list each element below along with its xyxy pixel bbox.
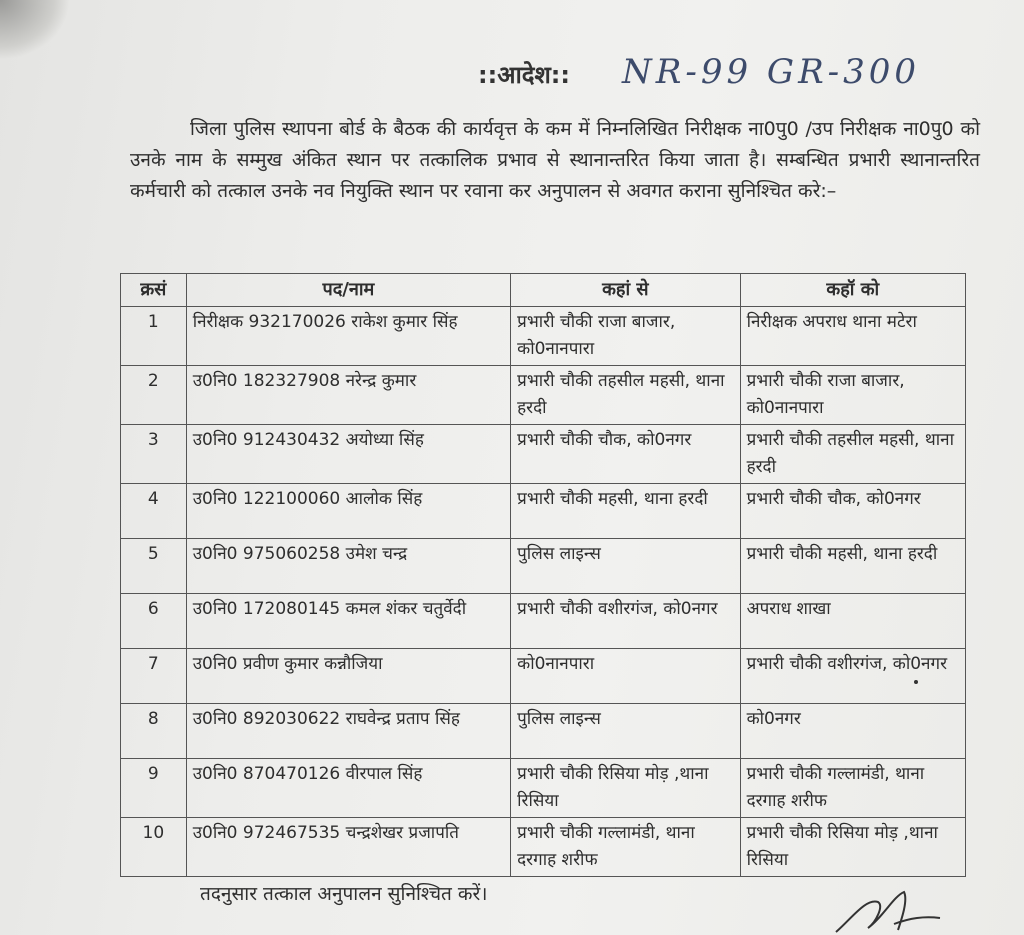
cell-from: पुलिस लाइन्स: [511, 704, 740, 759]
cell-from: प्रभारी चौकी तहसील महसी, थाना हरदी: [511, 366, 740, 425]
cell-name: उ0नि0 975060258 उमेश चन्द्र: [186, 539, 510, 594]
table-row: [121, 307, 966, 366]
cell-to: प्रभारी चौकी गल्लामंडी, थाना दरगाह शरीफ: [740, 759, 965, 818]
cell-to: निरीक्षक अपराध थाना मटेरा: [740, 307, 965, 366]
cell-to: प्रभारी चौकी राजा बाजार, को0नानपारा: [740, 366, 965, 425]
cell-from: प्रभारी चौकी गल्लामंडी, थाना दरगाह शरीफ: [511, 818, 740, 877]
table-row: [121, 594, 966, 649]
table-row: [121, 649, 966, 704]
ink-dot: [914, 680, 918, 684]
cell-from: प्रभारी चौकी राजा बाजार, को0नानपारा: [511, 307, 740, 366]
cell-name: उ0नि0 182327908 नरेन्द्र कुमार: [186, 366, 510, 425]
page-curl-shadow: [0, 0, 70, 60]
header-from: कहां से: [511, 274, 740, 307]
cell-to: प्रभारी चौकी तहसील महसी, थाना हरदी: [740, 425, 965, 484]
cell-from: प्रभारी चौकी रिसिया मोड़ ,थाना रिसिया: [511, 759, 740, 818]
header-serial: क्रसं: [121, 274, 187, 307]
table-row: [121, 818, 966, 877]
compliance-footer: तदनुसार तत्काल अनुपालन सुनिश्चित करें।: [200, 883, 488, 905]
cell-name: उ0नि0 972467535 चन्द्रशेखर प्रजापति: [186, 818, 510, 877]
cell-name: उ0नि0 892030622 राघवेन्द्र प्रताप सिंह: [186, 704, 510, 759]
cell-from: प्रभारी चौकी चौक, को0नगर: [511, 425, 740, 484]
transfer-table: [120, 273, 966, 877]
cell-serial: 1: [121, 307, 187, 366]
cell-name: उ0नि0 122100060 आलोक सिंह: [186, 484, 510, 539]
cell-from: को0नानपारा: [511, 649, 740, 704]
table-row: [121, 425, 966, 484]
cell-serial: 7: [121, 649, 187, 704]
table-row: [121, 539, 966, 594]
cell-name: उ0नि0 870470126 वीरपाल सिंह: [186, 759, 510, 818]
cell-serial: 9: [121, 759, 187, 818]
table-row: [121, 759, 966, 818]
table-row: [121, 704, 966, 759]
cell-from: पुलिस लाइन्स: [511, 539, 740, 594]
cell-to: को0नगर: [740, 704, 965, 759]
cell-name: उ0नि0 912430432 अयोध्या सिंह: [186, 425, 510, 484]
cell-to: प्रभारी चौकी महसी, थाना हरदी: [740, 539, 965, 594]
cell-name: निरीक्षक 932170026 राकेश कुमार सिंह: [186, 307, 510, 366]
cell-serial: 3: [121, 425, 187, 484]
cell-to: प्रभारी चौकी चौक, को0नगर: [740, 484, 965, 539]
table-header-row: [121, 274, 966, 307]
cell-to: अपराध शाखा: [740, 594, 965, 649]
cell-serial: 2: [121, 366, 187, 425]
cell-from: प्रभारी चौकी महसी, थाना हरदी: [511, 484, 740, 539]
cell-name: उ0नि0 प्रवीण कुमार कन्नौजिया: [186, 649, 510, 704]
header-to: कहॉ को: [740, 274, 965, 307]
cell-to: प्रभारी चौकी वशीरगंज, को0नगर: [740, 649, 965, 704]
cell-serial: 10: [121, 818, 187, 877]
order-intro-paragraph: जिला पुलिस स्थापना बोर्ड के बैठक की कार्यवृत्त के कम में निम्नलिखित निरीक्षक ना0पु0 /उप निरीक्षक ना0पु0 को उनके नाम के सम्मुख अंकित स्थान पर तत्कालिक प्रभाव से स्थानान्तरित किया जाता है। सम्बन्धित प्रभारी स्थानान्तरित कर्मचारी को तत्काल उनके नव नियुक्ति स्थान पर रवाना कर अनुपालन से अवगत कराना सुनिश्चित करे:–: [130, 118, 980, 202]
cell-to: प्रभारी चौकी रिसिया मोड़ ,थाना रिसिया: [740, 818, 965, 877]
cell-name: उ0नि0 172080145 कमल शंकर चतुर्वेदी: [186, 594, 510, 649]
signature-scribble: [832, 888, 942, 935]
cell-from: प्रभारी चौकी वशीरगंज, को0नगर: [511, 594, 740, 649]
header-name: पद/नाम: [186, 274, 510, 307]
cell-serial: 4: [121, 484, 187, 539]
cell-serial: 6: [121, 594, 187, 649]
order-heading: ::आदेश::: [478, 61, 570, 89]
table-row: [121, 366, 966, 425]
handwritten-reference-note: NR-99 GR-300: [622, 52, 921, 92]
cell-serial: 5: [121, 539, 187, 594]
cell-serial: 8: [121, 704, 187, 759]
table-row: [121, 484, 966, 539]
